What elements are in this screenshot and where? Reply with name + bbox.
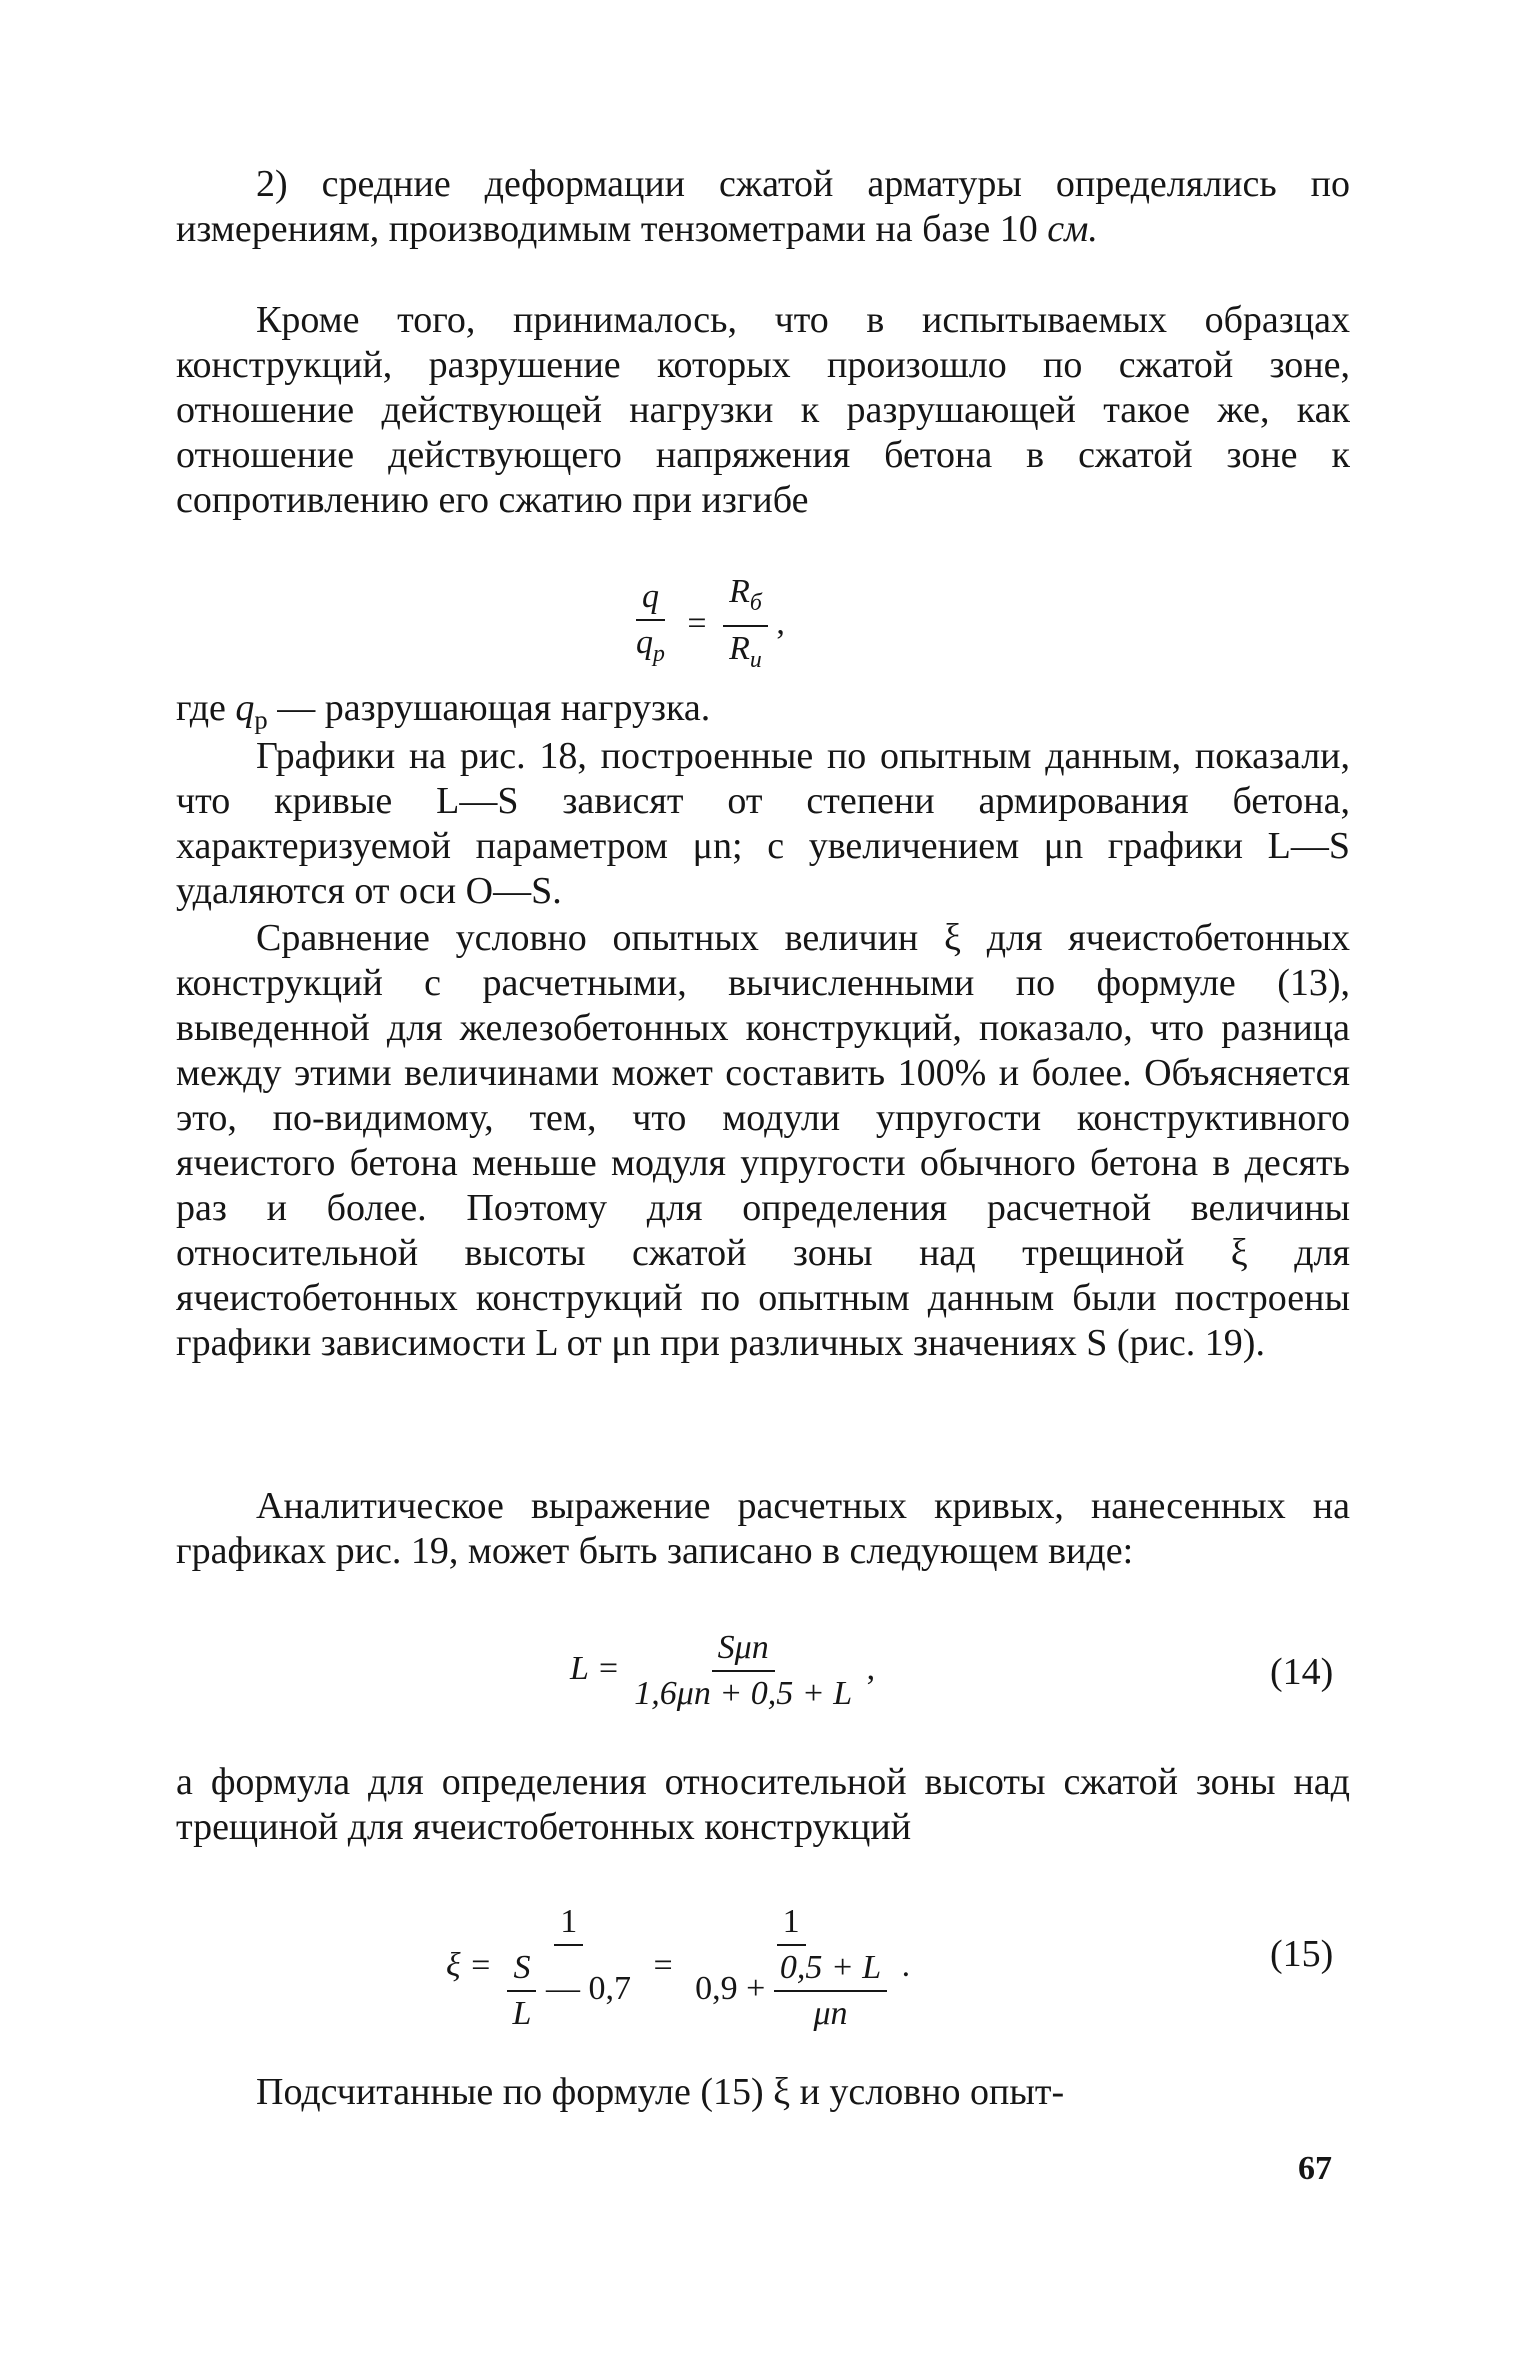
equation-number-15: (15) [1270,1933,1334,1975]
fraction-s-over-l: $\frac{S}{L}$ [507,1948,538,2034]
fraction-q-qp: $\frac{q}{q_р}$ [636,578,665,668]
paragraph-6: Аналитическое выражение расчетных кривых, нанесенных на графиках рис. 19, может быть записано в следующем виде: [176,1485,1350,1572]
paragraph-3: где $q_р$ — разрушающая нагрузка. [176,687,711,735]
fraction-14: $\frac{\text{Sμn}}{1,6\mu n + 0,5 + L}$ [634,1629,853,1712]
page-number: 67 [1298,2150,1332,2187]
paragraph-1: 2) средние деформации сжатой арматуры определялись по измерениям, производимым тензометрами на базе 10 см. [176,163,1350,250]
fraction-rb-ri: $\frac{R_б}{R_и}$ [723,572,768,680]
formula-15: ξ = 1 $\frac{S}{L}$ — 0,7 = 1 0,9 + $\frac{0,5 + L}{\mu n}$ . [446,1903,911,2032]
fraction-inner-mun: $\frac{0,5 + L}{\mu n}$ [774,1948,887,2034]
formula-load-ratio: $\frac{q}{q_р}$ = $\frac{R_б}{R_и}$ , [630,572,785,680]
paragraph-4: Графики на рис. 18, построенные по опытным данным, показали, что кривые L—S зависят от степени армирования бетона, характеризуемой параметром μn; с увеличением μn графики L—S удаляются от оси O—S. [176,735,1350,912]
paragraph-5: Сравнение условно опытных величин ξ для ячеистобетонных конструкций с расчетными, вычисленными по формуле (13), выведенной для железобетонных конструкций, показало, что разница между этими величинами может составить 100% и более. Объясняется это, по-видимому, тем, что модули упругости конструктивного ячеистого бетона меньше модуля упругости обычного бетона в десять раз и более. Поэтому для определения расчетной величины относительной высоты сжатой зоны над трещиной ξ для ячеистобетонных конструкций по опытным данным были построены графики зависимости L от μn при различных значениях S (рис. 19). [176,917,1350,1364]
equation-number-14: (14) [1270,1651,1334,1693]
formula-14: L = $\frac{\text{Sμn}}{1,6\mu n + 0,5 + L}$ , [570,1629,876,1712]
fraction-15-second: 1 0,9 + $\frac{0,5 + L}{\mu n}$ [689,1902,893,2034]
fraction-15-first: 1 $\frac{S}{L}$ — 0,7 [501,1902,637,2034]
paragraph-8: Подсчитанные по формуле (15) ξ и условно опыт- [256,2071,1065,2113]
paragraph-2: Кроме того, принималось, что в испытываемых образцах конструкций, разрушение которых произошло по сжатой зоне, отношение действующей нагрузки к разрушающей такое же, как отношение действующего напряжения бетона в сжатой зоне к сопротивлению его сжатию при изгибе [176,299,1350,521]
paragraph-7: а формула для определения относительной высоты сжатой зоны над трещиной для ячеистобетонных конструкций [176,1761,1350,1848]
